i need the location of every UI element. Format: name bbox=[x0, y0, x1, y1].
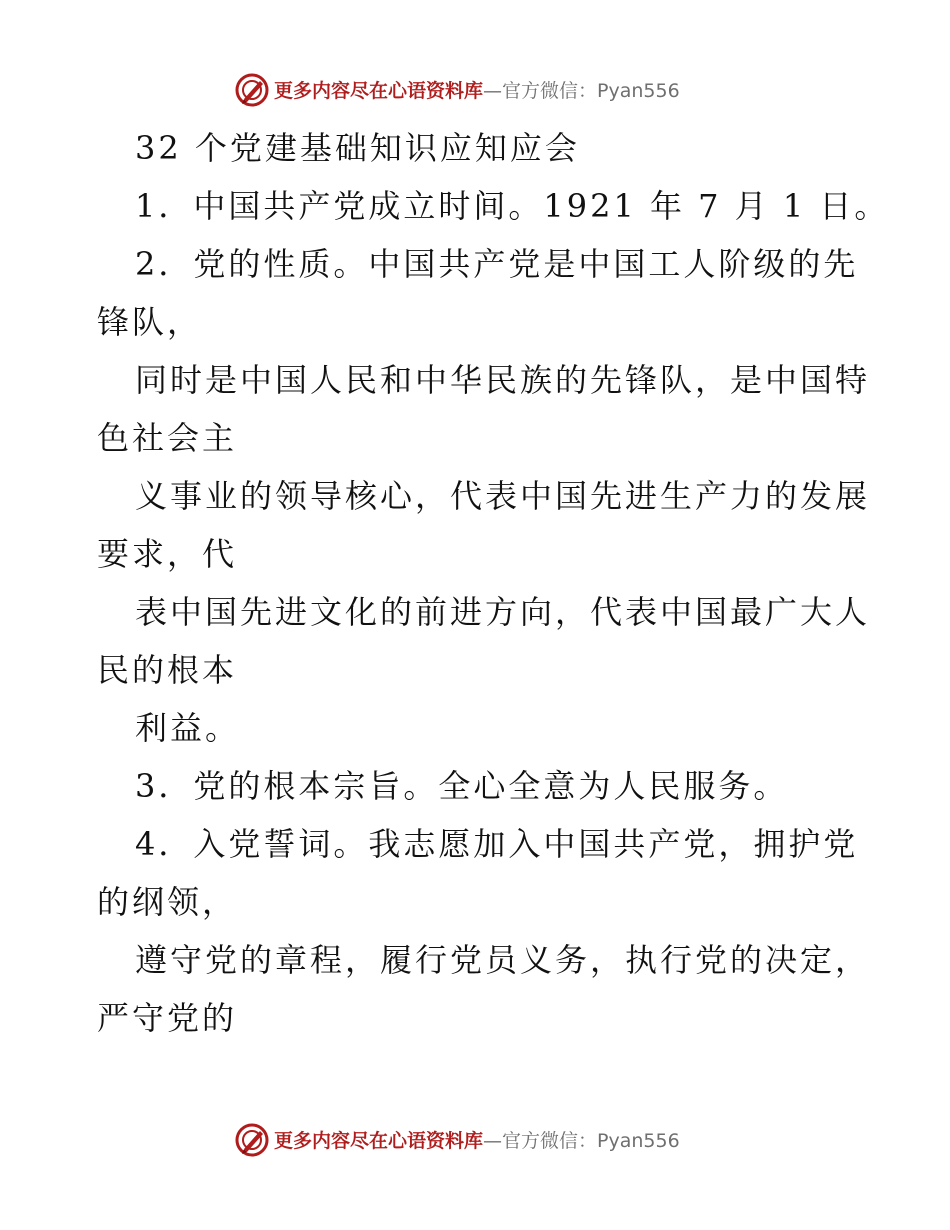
doc-line: 4．入党誓词。我志愿加入中国共产党，拥护党 bbox=[135, 825, 859, 863]
doc-line: 遵守党的章程，履行党员义务，执行党的决定， bbox=[135, 941, 871, 979]
banner-suffix-text: —官方微信：Pyan556 bbox=[483, 80, 680, 102]
header-watermark-banner bbox=[0, 70, 950, 110]
doc-line: 的纲领， bbox=[97, 883, 238, 921]
pen-logo-icon bbox=[234, 1122, 270, 1158]
doc-line: 2．党的性质。中国共产党是中国工人阶级的先 bbox=[135, 245, 859, 283]
doc-line: 严守党的 bbox=[97, 999, 238, 1037]
doc-line: 义事业的领导核心，代表中国先进生产力的发展 bbox=[135, 477, 871, 515]
doc-line: 同时是中国人民和中华民族的先锋队，是中国特 bbox=[135, 361, 871, 399]
doc-title: 32 个党建基础知识应知应会 bbox=[135, 129, 580, 167]
banner-main-text: 更多内容尽在心语资料库 bbox=[274, 80, 484, 102]
doc-line: 3．党的根本宗旨。全心全意为人民服务。 bbox=[135, 767, 789, 805]
doc-line: 锋队， bbox=[97, 303, 203, 341]
doc-line: 1．中国共产党成立时间。1921 年 7 月 1 日。 bbox=[135, 187, 890, 225]
banner-suffix-text: —官方微信：Pyan556 bbox=[483, 1130, 680, 1152]
doc-line: 色社会主 bbox=[97, 419, 238, 457]
doc-line: 民的根本 bbox=[97, 651, 238, 689]
banner-text bbox=[274, 1126, 680, 1153]
doc-line: 表中国先进文化的前进方向，代表中国最广大人 bbox=[135, 593, 871, 631]
banner-text bbox=[274, 76, 680, 103]
footer-watermark-banner bbox=[0, 1120, 950, 1160]
banner-main-text: 更多内容尽在心语资料库 bbox=[274, 1130, 484, 1152]
doc-line: 利益。 bbox=[135, 709, 241, 747]
pen-logo-icon bbox=[234, 72, 270, 108]
doc-line: 要求，代 bbox=[97, 535, 238, 573]
